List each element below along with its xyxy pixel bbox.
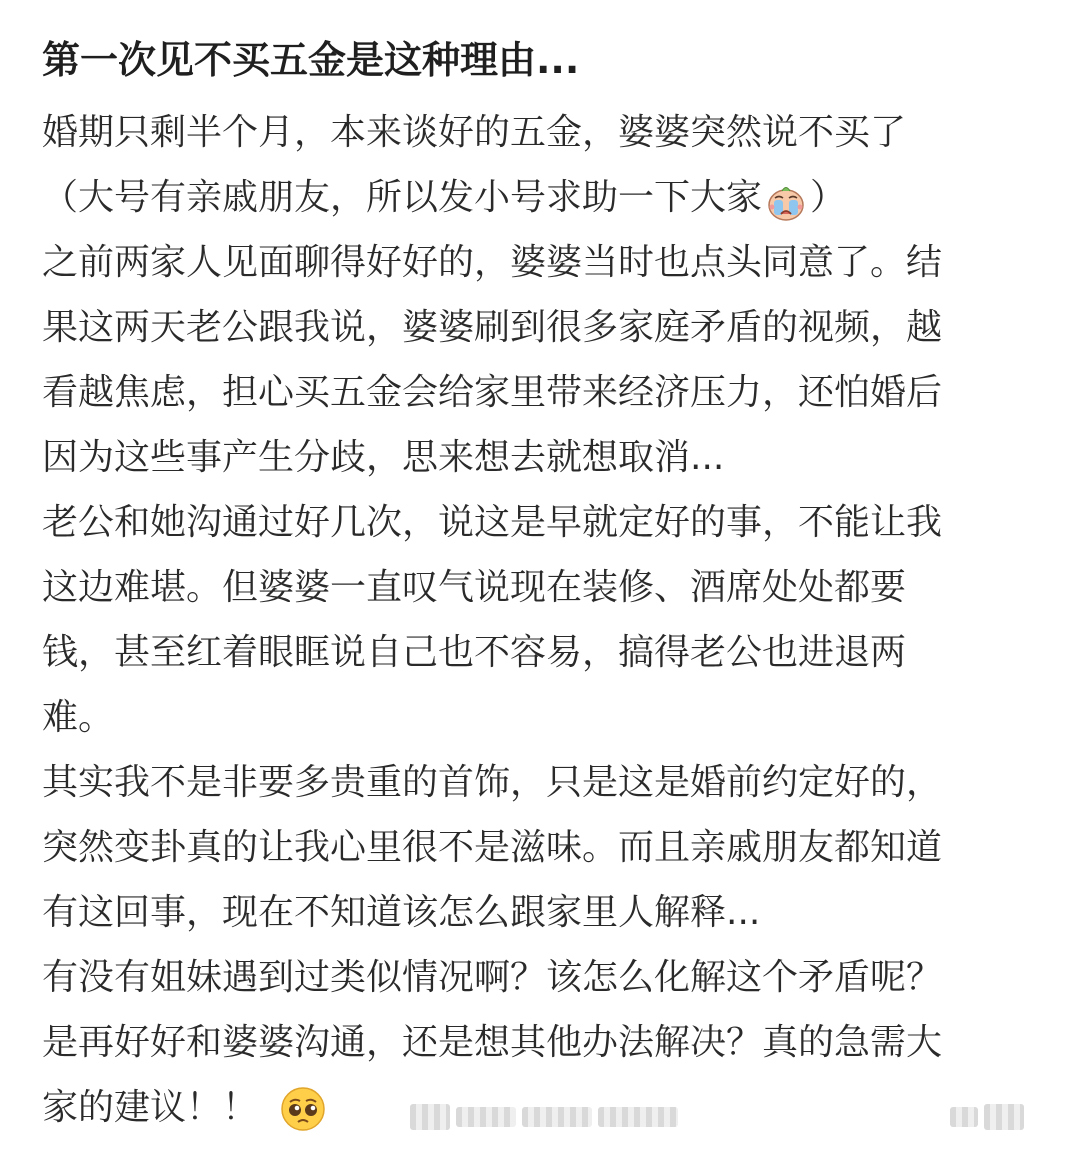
body-line: 因为这些事产生分歧，思来想去就想取消...	[42, 437, 725, 478]
close-paren: ）	[810, 177, 847, 218]
body-line: 老公和她沟通过好几次，说这是早就定好的事，不能让我	[42, 502, 943, 543]
body-line-text: 家的建议！！	[42, 1087, 259, 1128]
pleading-face-emoji-icon	[280, 1086, 326, 1132]
body-line: 婚期只剩半个月，本来谈好的五金，婆婆突然说不买了	[42, 112, 907, 153]
watermark-blur	[984, 1104, 1024, 1130]
body-line: 其实我不是非要多贵重的首饰，只是这是婚前约定好的，	[42, 762, 943, 803]
body-line: 果这两天老公跟我说，婆婆刷到很多家庭矛盾的视频，越	[42, 307, 943, 348]
watermark-blur	[410, 1104, 450, 1130]
body-line: 难。	[42, 697, 115, 738]
watermark-blur	[598, 1107, 678, 1127]
blurred-watermark-right	[950, 1100, 1024, 1134]
watermark-blur	[950, 1107, 978, 1127]
post-title: 第一次见不买五金是这种理由...	[42, 38, 580, 82]
blurred-watermark-left	[410, 1100, 678, 1134]
body-line: 是再好好和婆婆沟通，还是想其他办法解决？真的急需大	[42, 1022, 943, 1063]
body-line-with-emoji	[42, 165, 1052, 230]
body-line: 这边难堪。但婆婆一直叹气说现在装修、酒席处处都要	[42, 567, 907, 608]
body-line: 钱，甚至红着眼眶说自己也不容易，搞得老公也进退两	[42, 632, 907, 673]
watermark-blur	[522, 1107, 592, 1127]
body-line: 突然变卦真的让我心里很不是滋味。而且亲戚朋友都知道	[42, 827, 943, 868]
body-line: 之前两家人见面聊得好好的，婆婆当时也点头同意了。结	[42, 242, 943, 283]
body-line: 看越焦虑，担心买五金会给家里带来经济压力，还怕婚后	[42, 372, 943, 413]
watermark-blur	[456, 1107, 516, 1127]
body-line-text: （大号有亲戚朋友，所以发小号求助一下大家	[42, 177, 763, 218]
body-line: 有这回事，现在不知道该怎么跟家里人解释...	[42, 892, 761, 933]
crying-face-emoji-icon	[764, 179, 808, 219]
post-body	[42, 100, 1052, 1140]
body-line: 有没有姐妹遇到过类似情况啊？该怎么化解这个矛盾呢？	[42, 957, 943, 998]
